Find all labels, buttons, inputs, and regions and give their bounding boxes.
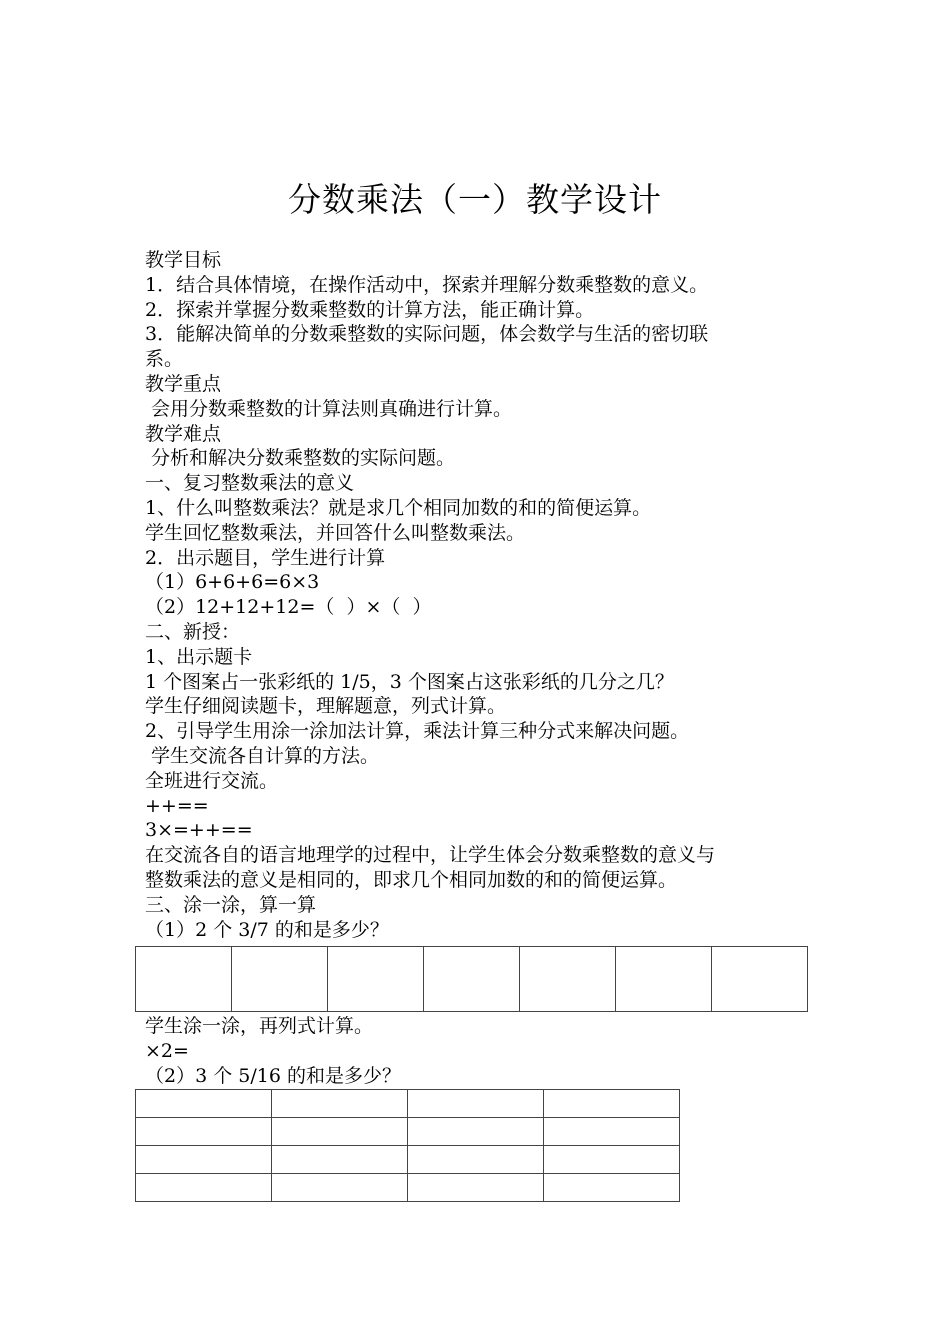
equation-line: 3×=++== <box>145 819 253 842</box>
grid-cell <box>712 947 808 1012</box>
grid-cell <box>520 947 616 1012</box>
paragraph-line: 2．出示题目，学生进行计算 <box>145 546 386 569</box>
section-heading-goals: 教学目标 <box>145 249 222 271</box>
paragraph-line: 2、引导学生用涂一涂加法计算，乘法计算三种分式来解决问题。 <box>145 720 690 743</box>
grid-cell <box>544 1174 680 1202</box>
goal-item-continued: 系。 <box>145 348 184 371</box>
difficulty-text: 分析和解决分数乘整数的实际问题。 <box>145 447 456 470</box>
section-heading-new-lesson: 二、新授： <box>145 620 241 643</box>
grid-cell <box>136 1146 272 1174</box>
grid-cell <box>272 1118 408 1146</box>
section-heading-key-point: 教学重点 <box>145 372 222 395</box>
grid-cell <box>136 947 232 1012</box>
paragraph-line: 在交流各自的语言地理学的过程中，让学生体会分数乘整数的意义与 <box>145 844 716 867</box>
grid-cell <box>328 947 424 1012</box>
key-point-text: 会用分数乘整数的计算法则真确进行计算。 <box>145 397 513 420</box>
section-heading-review: 一、复习整数乘法的意义 <box>145 472 355 495</box>
grid-cell <box>272 1174 408 1202</box>
grid-cell <box>136 1174 272 1202</box>
goal-item: 2．探索并掌握分数乘整数的计算方法，能正确计算。 <box>145 298 595 321</box>
grid-cell <box>408 1090 544 1118</box>
equation-line: ++== <box>145 794 209 817</box>
equation-line: （2）12+12+12=（ ）×（ ） <box>145 596 432 619</box>
document-body-continued <box>145 1014 825 1088</box>
paragraph-line: 学生仔细阅读题卡，理解题意，列式计算。 <box>145 695 507 718</box>
question-line: （2）3 个 5/16 的和是多少？ <box>145 1064 401 1087</box>
paragraph-line: 1、出示题卡 <box>145 645 253 668</box>
document-body <box>145 248 825 942</box>
grid-cell <box>136 1090 272 1118</box>
paragraph-line: 1 个图案占一张彩纸的 1/5，3 个图案占这张彩纸的几分之几？ <box>145 670 674 693</box>
section-heading-practice: 三、涂一涂，算一算 <box>145 893 317 916</box>
page-title: 分数乘法（一）教学设计 <box>288 180 662 219</box>
goal-item: 3．能解决简单的分数乘整数的实际问题，体会数学与生活的密切联 <box>145 323 709 346</box>
paragraph-line: 学生回忆整数乘法，并回答什么叫整数乘法。 <box>145 521 526 544</box>
equation-line: （1）6+6+6=6×3 <box>145 571 320 594</box>
goal-item: 1．结合具体情境，在操作活动中，探索并理解分数乘整数的意义。 <box>145 273 709 296</box>
grid-cell <box>544 1118 680 1146</box>
paragraph-line: 学生交流各自计算的方法。 <box>145 744 380 767</box>
shading-grid-sevenths <box>135 946 808 1012</box>
grid-cell <box>544 1090 680 1118</box>
grid-cell <box>136 1118 272 1146</box>
paragraph-line: 整数乘法的意义是相同的，即求几个相同加数的和的简便运算。 <box>145 868 678 891</box>
grid-cell <box>616 947 712 1012</box>
question-line: （1）2 个 3/7 的和是多少？ <box>145 918 389 941</box>
paragraph-line: 1、什么叫整数乘法？就是求几个相同加数的和的简便运算。 <box>145 496 652 519</box>
grid-cell <box>408 1146 544 1174</box>
grid-cell <box>232 947 328 1012</box>
shading-grid-sixteenths <box>135 1089 680 1202</box>
grid-cell <box>408 1174 544 1202</box>
paragraph-line: 全班进行交流。 <box>145 769 279 792</box>
grid-cell <box>272 1090 408 1118</box>
section-heading-difficulty: 教学难点 <box>145 422 222 445</box>
grid-cell <box>424 947 520 1012</box>
grid-cell <box>272 1146 408 1174</box>
grid-cell <box>408 1118 544 1146</box>
paragraph-line: 学生涂一涂，再列式计算。 <box>145 1015 374 1037</box>
grid-cell <box>544 1146 680 1174</box>
equation-line: ×2= <box>145 1039 189 1062</box>
